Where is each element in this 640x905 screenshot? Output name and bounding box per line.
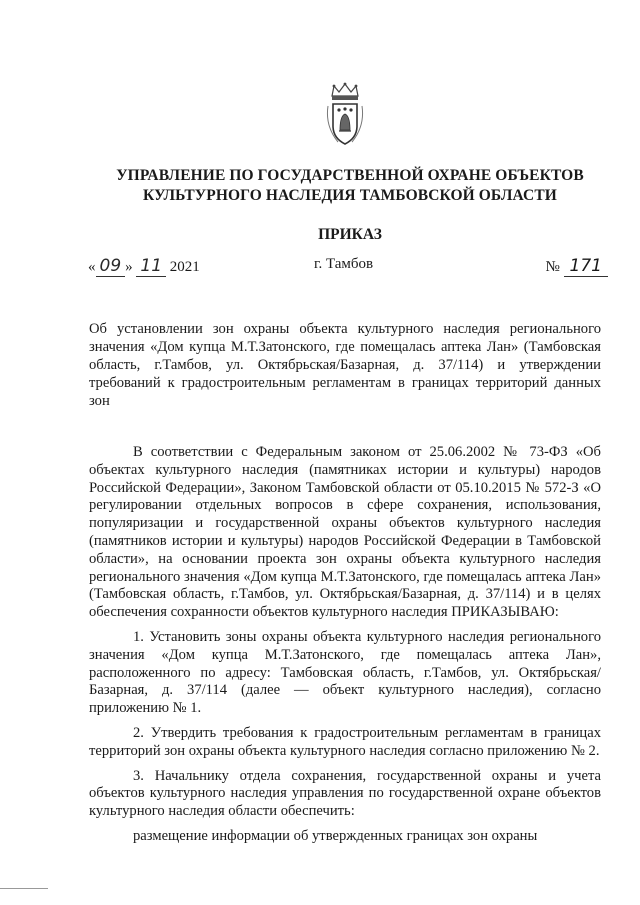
city: г. Тамбов bbox=[314, 256, 374, 272]
paragraph-item-2: 2. Утвердить требования к градостроительным регламентам в границах территорий зон охраны объекта культурного наследия согласно приложению № 2. bbox=[89, 724, 601, 759]
number-prefix: № bbox=[545, 259, 560, 275]
date-month: 11 bbox=[136, 256, 166, 277]
date-day: 09 bbox=[96, 256, 126, 277]
org-line-1: УПРАВЛЕНИЕ ПО ГОСУДАРСТВЕННОЙ ОХРАНЕ ОБЪЕКТОВ bbox=[116, 167, 584, 184]
order-body bbox=[89, 444, 601, 853]
number-value: 171 bbox=[564, 256, 608, 277]
paragraph-item-1: 1. Установить зоны охраны объекта культурного наследия регионального значения «Дом купца М.Т.Затонского, где помещалась аптека Лан», расположенного по адресу: Тамбовская область, г.Тамбов, ул. Октябрьская/Базарная, д. 37/114 (далее — объект культурного наследия), согласно приложению № 1. bbox=[89, 628, 601, 717]
order-date: « 09 » 11 2021 bbox=[88, 256, 200, 276]
date-year: 2021 bbox=[169, 259, 200, 275]
paragraph-item-3: 3. Начальнику отдела сохранения, государственной охраны и учета объектов культурного наследия управления по государственной охране объектов культурного наследия области обеспечить: bbox=[89, 767, 601, 820]
paragraph-preamble: В соответствии с Федеральным законом от 25.06.2002 № 73-ФЗ «Об объектах культурного наследия (памятниках истории и культуры) народов Российской Федерации», Законом Тамбовской области от 05.10.2015 № 572-З «О регулировании отдельных вопросов в сфере сохранения, использования, популяризации и государственной охраны объектов культурного наследия (памятников истории и культуры) народов Российской Федерации в Тамбовской области», на основании проекта зон охраны объекта культурного наследия регионального значения «Дом купца М.Т.Затонского, где помещалась аптека Лан» (Тамбовская область, г.Тамбов, ул. Октябрьская/Базарная, д. 37/114) и в целях обеспечения сохранности объектов культурного наследия ПРИКАЗЫВАЮ: bbox=[89, 444, 601, 621]
tambov-coat-of-arms-icon bbox=[324, 82, 366, 148]
order-subject: Об установлении зон охраны объекта культурного наследия регионального значения «Дом купца М.Т.Затонского, где помещалась аптека Лан» (Тамбовская область, г.Тамбов, ул. Октябрьская/Базарная, д. 37/114) и утверждении требований к градостроительным регламентам в границах территорий данных зон bbox=[89, 321, 601, 409]
document-type: ПРИКАЗ bbox=[318, 226, 382, 243]
paragraph-item-3-sub: размещение информации об утвержденных границах зон охраны bbox=[133, 827, 538, 844]
organization-name bbox=[60, 166, 640, 206]
order-number bbox=[545, 256, 608, 276]
scan-edge-line bbox=[0, 888, 48, 889]
date-number-row bbox=[88, 256, 608, 280]
org-line-2: КУЛЬТУРНОГО НАСЛЕДИЯ ТАМБОВСКОЙ ОБЛАСТИ bbox=[143, 187, 557, 204]
